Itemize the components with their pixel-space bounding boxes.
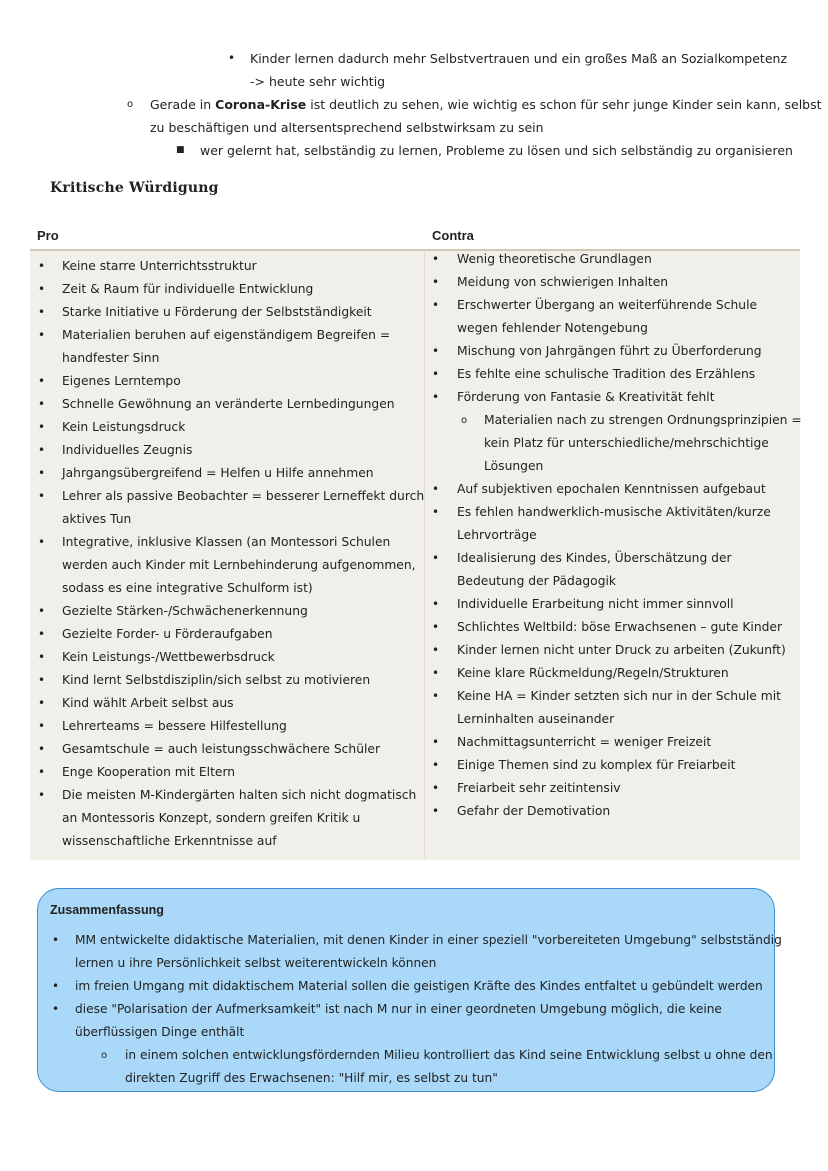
contra-item: Kinder lernen nicht unter Druck zu arbeiten (Zukunft) — [457, 643, 786, 657]
bullet-marker — [432, 731, 439, 754]
pro-item: Die meisten M-Kindergärten halten sich nicht dogmatisch — [62, 788, 417, 802]
contra-item: Auf subjektiven epochalen Kenntnissen aufgebaut — [457, 482, 766, 496]
pro-item: Jahrgangsübergreifend = Helfen u Hilfe annehmen — [62, 466, 374, 480]
bullet-marker — [38, 600, 45, 623]
contra-header: Contra — [432, 228, 474, 243]
intro-bullet-2-line-2: zu beschäftigen und altersentsprechend selbstwirksam zu sein — [150, 120, 544, 135]
bullet-marker — [432, 501, 439, 524]
pro-item: Enge Kooperation mit Eltern — [62, 765, 236, 779]
contra-item: Wenig theoretische Grundlagen — [457, 252, 652, 266]
bullet-marker — [432, 593, 439, 616]
bullet-marker — [228, 47, 235, 70]
bullet-marker — [38, 485, 45, 508]
intro-bullet-1-line-1: Kinder lernen dadurch mehr Selbstvertrauen und ein großes Maß an Sozialkompetenz — [250, 51, 788, 66]
bullet-marker — [38, 692, 45, 715]
contra-item: Mischung von Jahrgängen führt zu Überforderung — [457, 344, 762, 358]
bullet-marker — [38, 738, 45, 761]
contra-item: Einige Themen sind zu komplex für Freiarbeit — [457, 758, 736, 772]
bullet-marker — [432, 271, 439, 294]
bullet-marker — [38, 784, 45, 807]
contra-item: Lehrvorträge — [457, 528, 537, 542]
bullet-marker — [38, 623, 45, 646]
contra-item: Es fehlte eine schulische Tradition des Erzählens — [457, 367, 756, 381]
bullet-marker — [432, 777, 439, 800]
circle-bullet-marker: o — [101, 1050, 108, 1061]
intro-bullet-2-line-1: Gerade in Corona-Krise ist deutlich zu sehen, wie wichtig es schon für sehr junge Kinder sein kann, selbst — [150, 97, 822, 112]
bullet-marker — [38, 324, 45, 347]
pro-item: Keine starre Unterrichtsstruktur — [62, 259, 257, 273]
pro-header: Pro — [37, 228, 59, 243]
bullet-marker — [38, 462, 45, 485]
pro-item: Zeit & Raum für individuelle Entwicklung — [62, 282, 314, 296]
bullet-marker — [432, 294, 439, 317]
bullet-marker — [432, 547, 439, 570]
contra-item: Nachmittagsunterricht = weniger Freizeit — [457, 735, 712, 749]
bullet-marker — [52, 975, 59, 998]
pro-item: Schnelle Gewöhnung an veränderte Lernbedingungen — [62, 397, 395, 411]
contra-item: Schlichtes Weltbild: böse Erwachsenen – gute Kinder — [457, 620, 783, 634]
summary-bullet-2: im freien Umgang mit didaktischem Material sollen die geistigen Kräfte des Kindes entfaltet u gebündelt werden — [75, 979, 763, 993]
bullet-marker — [432, 478, 439, 501]
summary-bullet-4-line-1: in einem solchen entwicklungsfördernden Milieu kontrolliert das Kind seine Entwicklung selbst u ohne den — [125, 1048, 773, 1062]
intro-section — [0, 0, 828, 170]
contra-item: Freiarbeit sehr zeitintensiv — [457, 781, 621, 795]
summary-bullet-1-line-1: MM entwickelte didaktische Materialien, mit denen Kinder in einer speziell "vorbereiteten Umgebung" selbstständig — [75, 933, 782, 947]
bullet-marker — [432, 363, 439, 386]
pro-item: Kind lernt Selbstdisziplin/sich selbst zu motivieren — [62, 673, 371, 687]
pro-item: Starke Initiative u Förderung der Selbstständigkeit — [62, 305, 372, 319]
pro-item: Lehrer als passive Beobachter = besserer Lerneffekt durch — [62, 489, 425, 503]
pro-item: sodass es eine integrative Schulform ist) — [62, 581, 313, 595]
bullet-marker — [38, 393, 45, 416]
summary-bullet-4-line-2: direkten Zugriff des Erwachsenen: "Hilf mir, es selbst zu tun" — [125, 1071, 498, 1085]
pro-item: Integrative, inklusive Klassen (an Montessori Schulen — [62, 535, 391, 549]
bullet-marker — [38, 715, 45, 738]
contra-item: Idealisierung des Kindes, Überschätzung der — [457, 551, 732, 565]
bullet-marker — [432, 639, 439, 662]
bullet-marker — [432, 754, 439, 777]
contra-item: kein Platz für unterschiedliche/mehrschichtige — [484, 436, 769, 450]
pro-item: Materialien beruhen auf eigenständigem Begreifen = — [62, 328, 391, 342]
pro-item: handfester Sinn — [62, 351, 160, 365]
contra-item: Gefahr der Demotivation — [457, 804, 611, 818]
contra-item: Individuelle Erarbeitung nicht immer sinnvoll — [457, 597, 734, 611]
bullet-marker — [38, 370, 45, 393]
bullet-marker — [38, 761, 45, 784]
summary-title: Zusammenfassung — [50, 903, 164, 917]
contra-item: Meidung von schwierigen Inhalten — [457, 275, 669, 289]
intro-bullet-3: wer gelernt hat, selbständig zu lernen, Probleme zu lösen und sich selbständig zu organisieren — [200, 143, 793, 158]
contra-item: Es fehlen handwerklich-musische Aktivitäten/kurze — [457, 505, 771, 519]
pro-item: Kein Leistungsdruck — [62, 420, 186, 434]
pro-item: aktives Tun — [62, 512, 132, 526]
intro-bullet-1-line-2: -> heute sehr wichtig — [250, 74, 386, 89]
contra-item: Lösungen — [484, 459, 544, 473]
contra-item: Bedeutung der Pädagogik — [457, 574, 617, 588]
bullet-marker — [52, 929, 59, 952]
bullet-marker — [38, 669, 45, 692]
pro-item: Eigenes Lerntempo — [62, 374, 181, 388]
pro-item: Kein Leistungs-/Wettbewerbsdruck — [62, 650, 275, 664]
pro-item: Kind wählt Arbeit selbst aus — [62, 696, 234, 710]
pro-item: Gesamtschule = auch leistungsschwächere Schüler — [62, 742, 381, 756]
pro-item: Lehrerteams = bessere Hilfestellung — [62, 719, 287, 733]
summary-bullet-3-line-1: diese "Polarisation der Aufmerksamkeit" ist nach M nur in einer geordneten Umgebung möglich, die keine — [75, 1002, 722, 1016]
bullet-marker — [432, 386, 439, 409]
summary-bullet-1-line-2: lernen u ihre Persönlichkeit selbst weiterentwickeln können — [75, 956, 437, 970]
contra-item: Lerninhalten auseinander — [457, 712, 615, 726]
pro-item: werden auch Kinder mit Lernbehinderung aufgenommen, — [62, 558, 416, 572]
pro-item: Gezielte Stärken-/Schwächenerkennung — [62, 604, 308, 618]
section-title: Kritische Würdigung — [50, 180, 219, 196]
contra-item: Förderung von Fantasie & Kreativität fehlt — [457, 390, 715, 404]
circle-bullet-marker: o — [461, 415, 468, 426]
bullet-marker — [432, 662, 439, 685]
table-divider — [424, 251, 425, 858]
pro-item: wissenschaftliche Erkenntnisse auf — [62, 834, 277, 848]
bullet-marker — [432, 685, 439, 708]
bullet-marker — [38, 255, 45, 278]
bullet-marker — [38, 646, 45, 669]
contra-item: wegen fehlender Notengebung — [457, 321, 648, 335]
bullet-marker — [432, 248, 439, 271]
square-bullet-marker: ■ — [176, 145, 185, 155]
bullet-marker — [38, 278, 45, 301]
contra-item: Materialien nach zu strengen Ordnungsprinzipien = — [484, 413, 802, 427]
bullet-marker — [432, 340, 439, 363]
bullet-marker — [52, 998, 59, 1021]
contra-item: Keine HA = Kinder setzten sich nur in der Schule mit — [457, 689, 781, 703]
bullet-marker — [432, 800, 439, 823]
pro-item: Individuelles Zeugnis — [62, 443, 193, 457]
bullet-marker — [38, 531, 45, 554]
pro-item: an Montessoris Konzept, sondern greifen Kritik u — [62, 811, 361, 825]
bullet-marker — [432, 616, 439, 639]
pro-item: Gezielte Forder- u Förderaufgaben — [62, 627, 273, 641]
bullet-marker — [38, 416, 45, 439]
summary-bullet-3-line-2: überflüssigen Dinge enthält — [75, 1025, 245, 1039]
circle-bullet-marker: o — [127, 99, 134, 110]
corona-keyword: Corona-Krise — [215, 97, 307, 112]
bullet-marker — [38, 439, 45, 462]
contra-item: Keine klare Rückmeldung/Regeln/Strukturen — [457, 666, 729, 680]
bullet-marker — [38, 301, 45, 324]
contra-item: Erschwerter Übergang an weiterführende Schule — [457, 298, 758, 312]
